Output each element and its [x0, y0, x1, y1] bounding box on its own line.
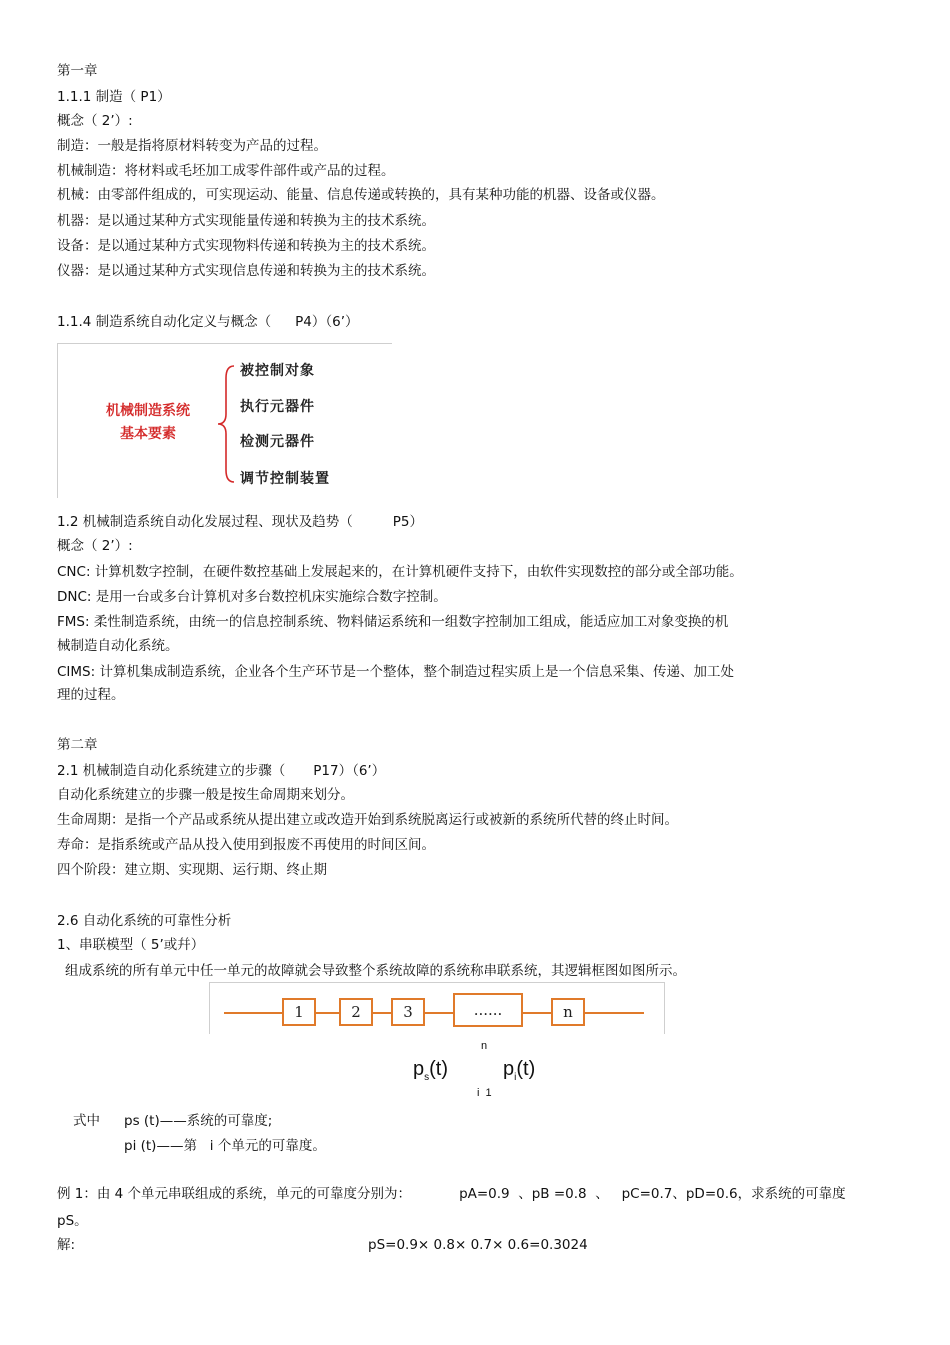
formula-argument: (t)	[516, 1058, 536, 1080]
solution-label: 解:	[57, 1237, 76, 1253]
section-title: 2.1 机械制造自动化系统建立的步骤（	[57, 763, 286, 779]
formula-rhs	[503, 1058, 535, 1083]
product-upper-limit: n	[481, 1040, 488, 1052]
section-1-2-heading	[57, 513, 423, 531]
definition-line: 机械：由零部件组成的，可实现运动、能量、信息传递或转换的，具有某种功能的机器、设备或仪器。	[57, 187, 665, 203]
series-block-diagram	[209, 982, 665, 1034]
product-lower-limit: i 1	[477, 1087, 492, 1099]
section-2-6-heading: 2.6 自动化系统的可靠性分析	[57, 913, 232, 929]
example-values: pA=0.9 、pB =0.8 、 pC=0.7、pD=0.6，求系统的可靠度	[459, 1186, 846, 1202]
formula-lhs	[413, 1058, 448, 1083]
body-line: 寿命：是指系统或产品从投入使用到报废不再使用的时间区间。	[57, 837, 435, 853]
unit-block: 1	[282, 998, 316, 1026]
body-line: 四个阶段：建立期、实现期、运行期、终止期	[57, 862, 327, 878]
unit-block: n	[551, 998, 585, 1026]
formula-subscript: s	[424, 1072, 430, 1083]
chapter-2-title: 第二章	[57, 737, 98, 753]
diagram-item: 执行元器件	[240, 399, 315, 415]
series-model-title: 1、串联模型（ 5’或幷）	[57, 937, 205, 953]
where-line: pi (t)——第 i 个单元的可靠度。	[124, 1138, 326, 1154]
diagram-root-label	[88, 400, 208, 446]
diagram-item: 调节控制装置	[240, 471, 330, 487]
concept-label: 概念（ 2’）:	[57, 113, 133, 129]
diagram-root-line: 基本要素	[120, 426, 176, 442]
definition-line: 机器：是以通过某种方式实现能量传递和转换为主的技术系统。	[57, 213, 435, 229]
example-continuation: pS。	[57, 1213, 88, 1229]
formula-symbol: p	[503, 1058, 515, 1080]
term-line: FMS: 柔性制造系统，由统一的信息控制系统、物料储运系统和一组数字控制加工组成，能适应加工对象变换的机	[57, 614, 729, 630]
section-2-1-heading	[57, 762, 385, 780]
unit-block: ......	[453, 993, 523, 1027]
term-line: 械制造自动化系统。	[57, 638, 179, 654]
definition-line: 设备：是以通过某种方式实现物料传递和转换为主的技术系统。	[57, 238, 435, 254]
term-line: DNC: 是用一台或多台计算机对多台数控机床实施综合数字控制。	[57, 589, 447, 605]
section-page-ref: P5）	[392, 514, 423, 530]
term-line: CNC: 计算机数字控制，在硬件数控基础上发展起来的，在计算机硬件支持下，由软件实现数控的部分或全部功能。	[57, 564, 743, 580]
elements-diagram	[57, 343, 392, 498]
diagram-item: 检测元器件	[240, 434, 315, 450]
where-line: ps (t)——系统的可靠度;	[124, 1113, 273, 1129]
example-text: 例 1：由 4 个单元串联组成的系统，单元的可靠度分别为：	[57, 1186, 412, 1202]
body-line: 自动化系统建立的步骤一般是按生命周期来划分。	[57, 787, 354, 803]
example-line	[57, 1185, 846, 1203]
curly-brace-icon	[216, 364, 236, 484]
unit-block: 2	[339, 998, 373, 1026]
section-title: 1.2 机械制造系统自动化发展过程、现状及趋势（	[57, 514, 353, 530]
concept-label: 概念（ 2’）:	[57, 538, 133, 554]
solution-value: pS=0.9× 0.8× 0.7× 0.6=0.3024	[368, 1237, 588, 1253]
body-line: 生命周期：是指一个产品或系统从提出建立或改造开始到系统脱离运行或被新的系统所代替的终止时间。	[57, 812, 678, 828]
diagram-item: 被控制对象	[240, 363, 315, 379]
chapter-1-title: 第一章	[57, 63, 98, 79]
diagram-root-line: 机械制造系统	[106, 403, 190, 419]
definition-line: 仪器：是以通过某种方式实现信息传递和转换为主的技术系统。	[57, 263, 435, 279]
unit-block: 3	[391, 998, 425, 1026]
series-model-description: 组成系统的所有单元中任一单元的故障就会导致整个系统故障的系统称串联系统，其逻辑框图如图所示。	[65, 963, 686, 979]
term-line: 理的过程。	[57, 687, 125, 703]
formula-symbol: p	[413, 1058, 425, 1080]
definition-line: 机械制造：将材料或毛坯加工成零件部件或产品的过程。	[57, 163, 395, 179]
definition-line: 制造：一般是指将原材料转变为产品的过程。	[57, 138, 327, 154]
formula-subscript: i	[514, 1072, 517, 1083]
section-page-ref: P17）（6’）	[313, 763, 386, 779]
where-label: 式中	[73, 1113, 100, 1129]
section-1-1-1-heading: 1.1.1 制造（ P1）	[57, 89, 171, 105]
section-page-ref: P4）（6’）	[295, 314, 359, 330]
section-title: 1.1.4 制造系统自动化定义与概念（	[57, 314, 272, 330]
section-1-1-4-heading	[57, 313, 359, 331]
formula-argument: (t)	[429, 1058, 449, 1080]
term-line: CIMS: 计算机集成制造系统，企业各个生产环节是一个整体，整个制造过程实质上是一个信息采集、传递、加工处	[57, 664, 734, 680]
